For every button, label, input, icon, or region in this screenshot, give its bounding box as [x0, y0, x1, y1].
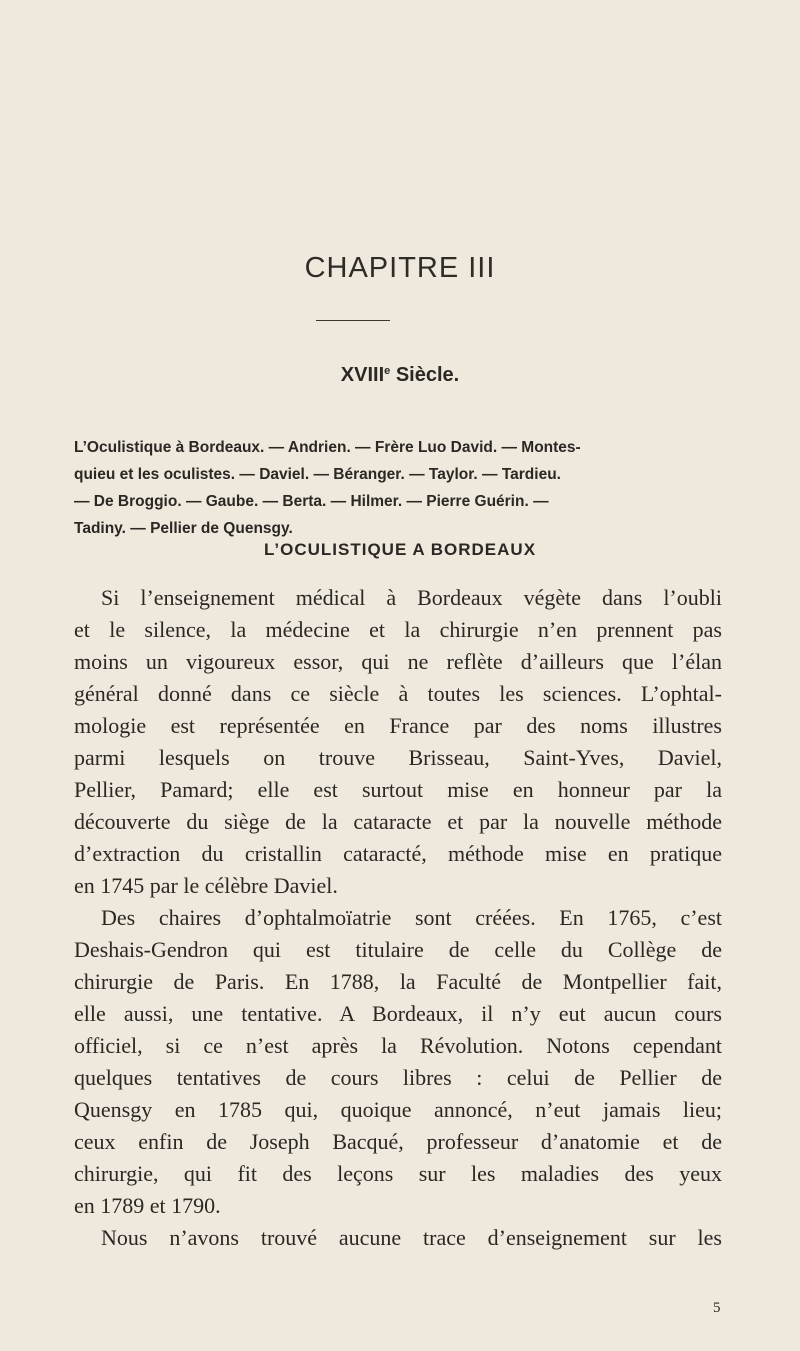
- body-line: elle aussi, une tentative. A Bordeaux, il n’y eut aucun cours: [74, 1001, 722, 1026]
- body-line: chirurgie de Paris. En 1788, la Faculté de Montpellier fait,: [74, 969, 722, 994]
- body-line: Deshais-Gendron qui est titulaire de celle du Collège de: [74, 937, 722, 962]
- body-line: d’extraction du cristallin cataracté, méthode mise en pratique: [74, 841, 722, 866]
- summary-line: Tadiny. — Pellier de Quensgy.: [74, 520, 293, 537]
- body-line: et le silence, la médecine et la chirurgie n’en prennent pas: [74, 617, 722, 642]
- body-line: parmi lesquels on trouve Brisseau, Saint-Yves, Daviel,: [74, 745, 722, 770]
- century-roman: XVIII: [340, 364, 385, 386]
- body-line: Nous n’avons trouvé aucune trace d’enseignement sur les: [101, 1225, 722, 1250]
- chapter-summary: [74, 434, 722, 542]
- body-line: quelques tentatives de cours libres : celui de Pellier de: [74, 1065, 722, 1090]
- body-line: mologie est représentée en France par des noms illustres: [74, 713, 722, 738]
- summary-line: — De Broggio. — Gaube. — Berta. — Hilmer. — Pierre Guérin. —: [74, 493, 549, 510]
- body-line: Si l’enseignement médical à Bordeaux végète dans l’oubli: [101, 585, 722, 610]
- body-line: en 1789 et 1790.: [74, 1193, 221, 1218]
- century-sup: e: [384, 365, 391, 377]
- page-number: 5: [713, 1300, 721, 1316]
- century-heading: [0, 364, 800, 387]
- body-line: Des chaires d’ophtalmoïatrie sont créées. En 1765, c’est: [101, 905, 722, 930]
- body-line: en 1745 par le célèbre Daviel.: [74, 873, 338, 898]
- century-word: Siècle.: [395, 364, 460, 386]
- section-title: L’OCULISTIQUE A BORDEAUX: [263, 540, 537, 559]
- chapter-title: CHAPITRE III: [304, 252, 496, 284]
- body-line: général donné dans ce siècle à toutes les sciences. L’ophtal-: [74, 681, 722, 706]
- body-line: découverte du siège de la cataracte et par la nouvelle méthode: [74, 809, 722, 834]
- body-line: Quensgy en 1785 qui, quoique annoncé, n’eut jamais lieu;: [74, 1097, 722, 1122]
- body-line: chirurgie, qui fit des leçons sur les maladies des yeux: [74, 1161, 722, 1186]
- body-line: Pellier, Pamard; elle est surtout mise en honneur par la: [74, 777, 722, 802]
- title-rule: [316, 320, 390, 321]
- body-line: officiel, si ce n’est après la Révolution. Notons cependant: [74, 1033, 722, 1058]
- body-line: moins un vigoureux essor, qui ne reflète d’ailleurs que l’élan: [74, 649, 722, 674]
- body-line: ceux enfin de Joseph Bacqué, professeur d’anatomie et de: [74, 1129, 722, 1154]
- summary-line: quieu et les oculistes. — Daviel. — Béranger. — Taylor. — Tardieu.: [74, 466, 561, 483]
- summary-line: L’Oculistique à Bordeaux. — Andrien. — Frère Luo David. — Montes-: [74, 439, 581, 456]
- body-text: [74, 582, 722, 1254]
